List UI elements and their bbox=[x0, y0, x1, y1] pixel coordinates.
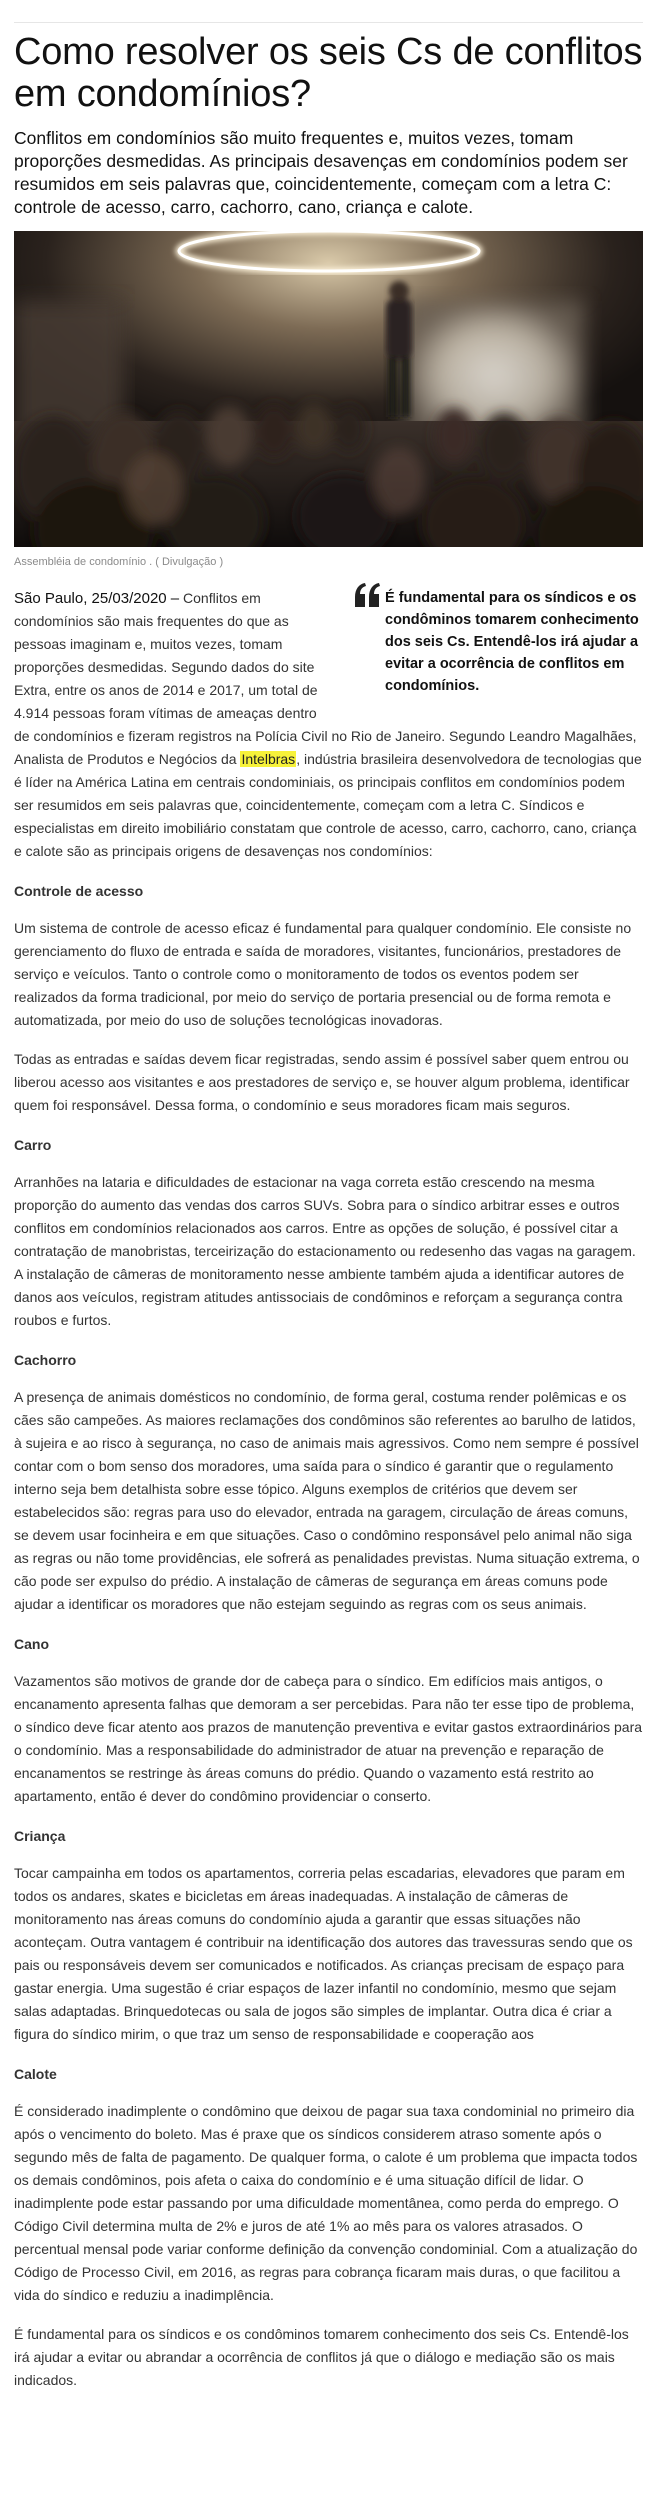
article-hero-image bbox=[14, 231, 643, 547]
intro-text-after: , indústria brasileira desenvolvedora de tecnologias que é líder na América Latina em centrais condominiais, os principais conflitos em condomínios podem ser resumidos em seis palavras que, coincidentemente, começam com a letra C. Síndicos e especialistas em direito imobiliário constatam que controle de acesso, carro, cachorro, cano, criança e calote são as principais origens de desavenças nos condomínios: bbox=[14, 751, 642, 859]
intro-text-before: Conflitos em condomínios são mais frequentes do que as pessoas imaginam e, muitos vezes, tomam proporções desmedidas. Segundo dados do site Extra, entre os anos de 2014 e 2017, um total de 4.914 pessoas foram vítimas de ameaças dentro de condomínios e fizeram registros na Polícia Civil no Rio de Janeiro. Segundo Leandro Magalhães, Analista de Produtos e Negócios da bbox=[14, 590, 637, 767]
section-paragraph: Um sistema de controle de acesso eficaz é fundamental para qualquer condomínio. Ele consiste no gerenciamento do fluxo de entrada e saída de moradores, visitantes, funcionários, prestadores de serviço e veículos. Tanto o controle como o monitoramento de todos os eventos podem ser realizados da forma tradicional, por meio do serviço de portaria presencial ou de forma remota e automatizada, por meio do uso de soluções tecnológicas inovadoras. bbox=[14, 920, 632, 1028]
section-paragraph: É considerado inadimplente o condômino que deixou de pagar sua taxa condominial no primeiro dia após o vencimento do boleto. Mas é praxe que os síndicos considerem atraso somente após o segundo mês de falta de pagamento. De qualquer forma, o calote é um problema que impacta todos os demais condôminos, pois afeta o caixa do condomínio e é uma situação difícil de lidar. O inadimplente pode estar passando por uma dificuldade momentânea, como perda do emprego. O Código Civil determina multa de 2% e juros de até 1% ao mês para os valores atrasados. O percentual mensal pode variar conforme definição da convenção condominial. Com a atualização do Código de Processo Civil, em 2016, as regras para cobrança ficaram mais duras, o que facilitou a vida do síndico e reduziu a inadimplência. bbox=[14, 2103, 638, 2303]
image-caption: Assembléia de condomínio . ( Divulgação ) bbox=[14, 556, 224, 568]
article-lead: Conflitos em condomínios são muito frequentes e, muitos vezes, tomam proporções desmedidas. As principais desavenças em condomínios podem ser resumidos em seis palavras que, coincidentemente, começam com a letra C: controle de acesso, carro, cachorro, cano, criança e calote. bbox=[14, 128, 628, 217]
section-paragraph: Todas as entradas e saídas devem ficar registradas, sendo assim é possível saber quem entrou ou liberou acesso aos visitantes e aos prestadores de serviço e, se houver algum problema, identificar quem foi responsável. Dessa forma, o condomínio e seus moradores ficam mais seguros. bbox=[14, 1051, 630, 1113]
section-title-cano: Cano bbox=[14, 1636, 49, 1652]
section-paragraph: A presença de animais domésticos no condomínio, de forma geral, costuma render polêmicas e os cães são campeões. As maiores reclamações dos condôminos são referentes ao barulho de latidos, à sujeira e ao risco à segurança, no caso de animais mais agressivos. Como nem sempre é possível contar com o bom senso dos moradores, uma saída para o síndico é garantir que o regulamento interno seja bem detalhista sobre esse tópico. Alguns exemplos de critérios que devem ser estabelecidos são: regras para uso do elevador, entrada na garagem, circulação de áreas comuns, se devem usar focinheira e em que situações. Caso o condômino responsável pelo animal não siga as regras ou não tome providências, ele sofrerá as penalidades previstas. Numa situação extrema, o cão pode ser expulso do prédio. A instalação de câmeras de segurança em áreas comuns pode ajudar a identificar os moradores que não estejam seguindo as regras com os seus animais. bbox=[14, 1389, 640, 1612]
quote-mark-icon bbox=[353, 583, 381, 607]
pull-quote bbox=[353, 587, 643, 697]
pull-quote-text: É fundamental para os síndicos e os condôminos tomarem conhecimento dos seis Cs. Entendê-los irá ajudar a evitar a ocorrência de conflitos em condomínios. bbox=[385, 590, 639, 694]
closing-paragraph: É fundamental para os síndicos e os condôminos tomarem conhecimento dos seis Cs. Entendê-los irá ajudar a evitar ou abrandar a ocorrência de conflitos já que o diálogo e mediação são os mais indicados. bbox=[14, 2326, 629, 2388]
top-divider bbox=[14, 22, 643, 23]
section-title-calote: Calote bbox=[14, 2066, 57, 2082]
section-paragraph: Tocar campainha em todos os apartamentos, correria pelas escadarias, elevadores que param em todos os andares, skates e bicicletas em áreas inadequadas. A instalação de câmeras de monitoramento nas áreas comuns do condomínio ajuda a garantir que essas situações não aconteçam. Outra vantagem é contribuir na identificação dos autores das travessuras sendo que os pais ou responsáveis devem ser comunicados e notificados. As crianças precisam de espaço para gastar energia. Uma sugestão é criar espaços de lazer infantil no condomínio, mesmo que sejam salas adaptadas. Brinquedotecas ou sala de jogos são simples de implantar. Outra dica é criar a figura do síndico mirim, o que traz um senso de responsabilidade e cooperação aos bbox=[14, 1865, 633, 2042]
section-title-carro: Carro bbox=[14, 1137, 52, 1153]
section-title-cachorro: Cachorro bbox=[14, 1352, 77, 1368]
section-title-controle: Controle de acesso bbox=[14, 883, 144, 899]
section-paragraph: Vazamentos são motivos de grande dor de cabeça para o síndico. Em edifícios mais antigos, o encanamento apresenta falhas que demoram a ser percebidas. Para não ter esse tipo de problema, o síndico deve ficar atento aos prazos de manutenção preventiva e evitar gastos extraordinários para o condomínio. Mas a responsabilidade do administrador de atuar na prevenção e reparação de encanamentos se restringe às áreas comuns do prédio. Quando o vazamento está restrito ao apartamento, então é dever do condômino providenciar o conserto. bbox=[14, 1673, 643, 1804]
section-paragraph: Arranhões na lataria e dificuldades de estacionar na vaga correta estão crescendo na mesma proporção do aumento das vendas dos carros SUVs. Sobra para o síndico arbitrar esses e outros conflitos em condomínios relacionados aos carros. Entre as opções de solução, é possível citar a contratação de manobristas, terceirização do estacionamento ou redesenho das vagas na garagem. A instalação de câmeras de monitoramento nesse ambiente também ajuda a identificar autores de danos aos veículos, registram atitudes antissociais de condôminos e reforçam a segurança contra roubos e furtos. bbox=[14, 1174, 636, 1328]
article-body bbox=[14, 587, 643, 2392]
section-title-crianca: Criança bbox=[14, 1828, 66, 1844]
brand-highlight: Intelbras bbox=[241, 751, 296, 767]
dateline: São Paulo, 25/03/2020 – bbox=[14, 590, 180, 607]
assembly-photo bbox=[14, 231, 643, 547]
article-title: Como resolver os seis Cs de conflitos em condomínios? bbox=[14, 31, 643, 115]
